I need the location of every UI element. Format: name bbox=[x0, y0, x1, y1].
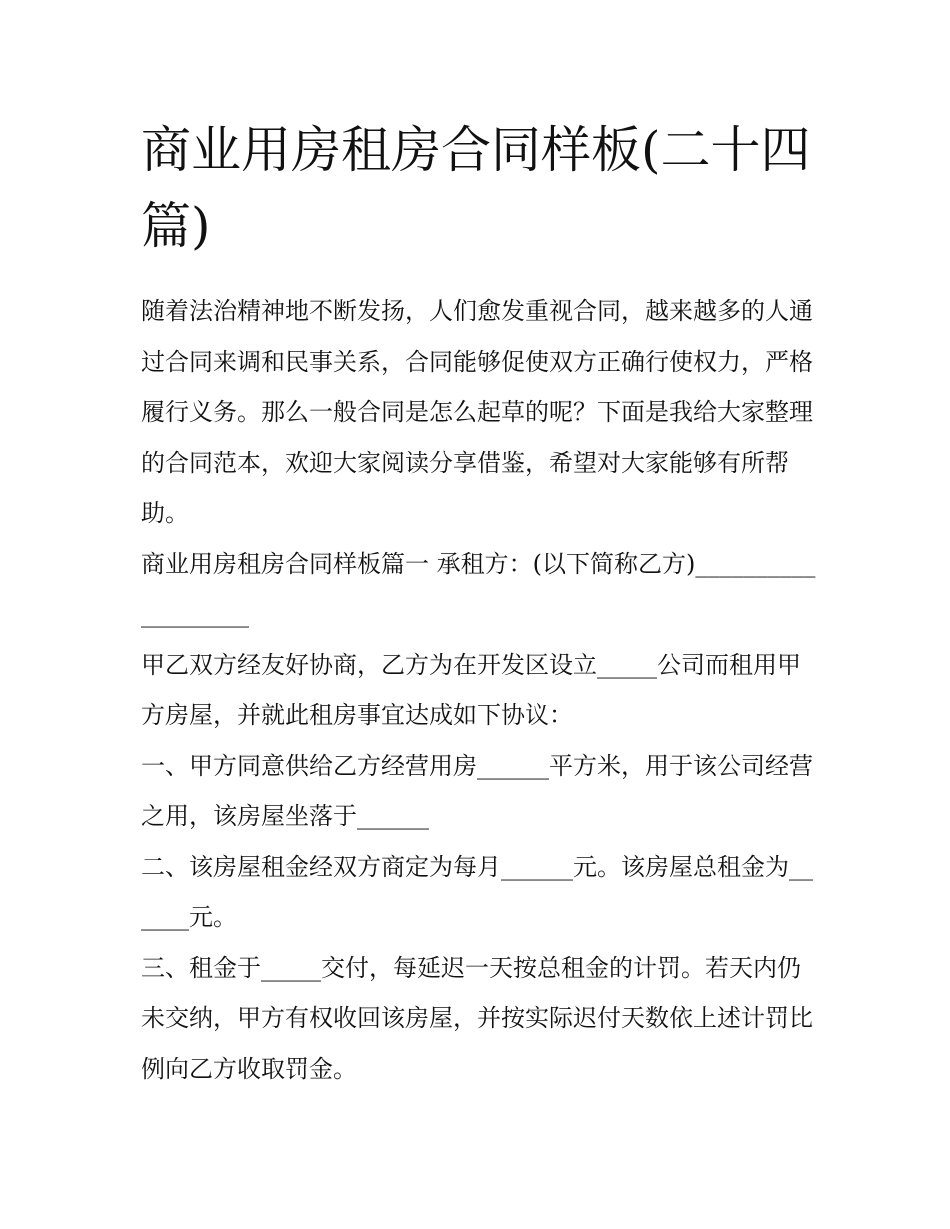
clause-one-paragraph: 一、甲方同意供给乙方经营用房______平方米，用于该公司经营之用，该房屋坐落于______ bbox=[141, 751, 813, 830]
intro-paragraph: 随着法治精神地不断发扬，人们愈发重视合同，越来越多的人通过合同来调和民事关系，合同能够促使双方正确行使权力，严格履行义务。那么一般合同是怎么起草的呢？下面是我给大家整理的合同范本，欢迎大家阅读分享借鉴，希望对大家能够有所帮助。 bbox=[141, 297, 813, 527]
agreement-paragraph: 甲乙双方经友好协商，乙方为在开发区设立_____公司而租用甲方房屋，并就此租房事宜达成如下协议： bbox=[141, 650, 801, 729]
section-heading-paragraph: 商业用房租房合同样板篇一 承租方：(以下简称乙方)___________________ bbox=[141, 549, 816, 628]
clause-two-paragraph: 二、该房屋租金经双方商定为每月______元。该房屋总租金为______元。 bbox=[141, 852, 813, 931]
document-content bbox=[141, 112, 821, 1094]
document-body bbox=[141, 286, 821, 1094]
clause-three-paragraph: 三、租金于_____交付，每延迟一天按总租金的计罚。若天内仍未交纳，甲方有权收回该房屋，并按实际迟付天数依上述计罚比例向乙方收取罚金。 bbox=[141, 953, 813, 1083]
document-title: 商业用房租房合同样板(二十四篇) bbox=[141, 121, 811, 255]
